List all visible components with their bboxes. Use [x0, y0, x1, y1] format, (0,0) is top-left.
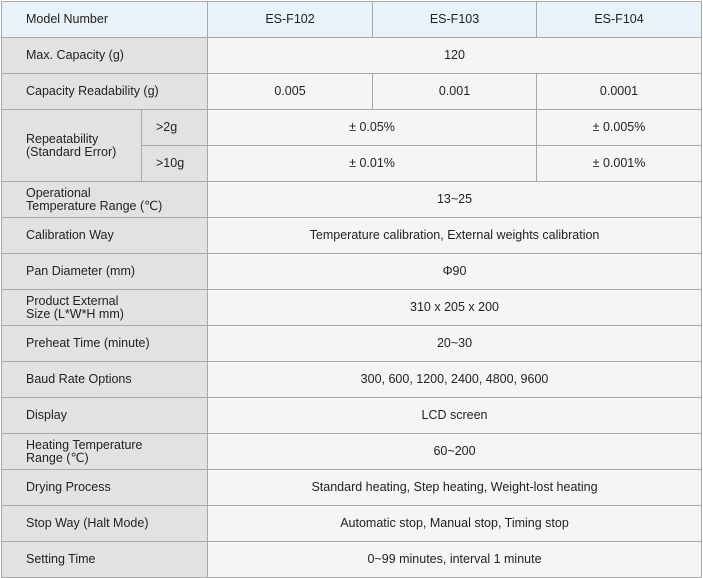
readability-es-f104: 0.0001 — [537, 74, 702, 110]
operational-temperature-label — [2, 182, 208, 218]
repeatability-label — [2, 110, 142, 182]
table-row — [2, 254, 702, 290]
table-row — [2, 398, 702, 434]
model-es-f102: ES-F102 — [208, 2, 373, 38]
operational-temperature-label-line2: Temperature Range (℃) — [26, 198, 163, 213]
model-es-f104: ES-F104 — [537, 2, 702, 38]
table-row — [2, 506, 702, 542]
stop-way-label: Stop Way (Halt Mode) — [2, 506, 208, 542]
calibration-value: Temperature calibration, External weights calibration — [208, 218, 702, 254]
max-capacity-value: 120 — [208, 38, 702, 74]
operational-temperature-value: 13~25 — [208, 182, 702, 218]
table-row — [2, 38, 702, 74]
stop-way-value: Automatic stop, Manual stop, Timing stop — [208, 506, 702, 542]
table-row — [2, 218, 702, 254]
max-capacity-label: Max. Capacity (g) — [2, 38, 208, 74]
setting-time-label: Setting Time — [2, 542, 208, 578]
table-row — [2, 74, 702, 110]
readability-es-f102: 0.005 — [208, 74, 373, 110]
heating-temperature-value: 60~200 — [208, 434, 702, 470]
model-es-f103: ES-F103 — [373, 2, 537, 38]
repeatability-sub-label-10g: >10g — [142, 146, 208, 182]
calibration-label: Calibration Way — [2, 218, 208, 254]
operational-temperature-label-line1: Operational — [26, 185, 91, 200]
table-row — [2, 110, 702, 146]
baud-rate-value: 300, 600, 1200, 2400, 4800, 9600 — [208, 362, 702, 398]
repeatability-10g-value-f104: ± 0.001% — [537, 146, 702, 182]
external-size-label-line1: Product External — [26, 293, 119, 308]
table-row — [2, 542, 702, 578]
table-row — [2, 326, 702, 362]
display-label: Display — [2, 398, 208, 434]
external-size-label-line2: Size (L*W*H mm) — [26, 306, 124, 321]
readability-label: Capacity Readability (g) — [2, 74, 208, 110]
repeatability-2g-value-f102-f103: ± 0.05% — [208, 110, 537, 146]
external-size-value: 310 x 205 x 200 — [208, 290, 702, 326]
table-row — [2, 470, 702, 506]
pan-diameter-label: Pan Diameter (mm) — [2, 254, 208, 290]
baud-rate-label: Baud Rate Options — [2, 362, 208, 398]
repeatability-label-line1: Repeatability — [26, 131, 99, 146]
table-row — [2, 290, 702, 326]
model-number-label: Model Number — [2, 2, 208, 38]
heating-temperature-label-line1: Heating Temperature — [26, 437, 143, 452]
drying-process-value: Standard heating, Step heating, Weight-lost heating — [208, 470, 702, 506]
repeatability-10g-value-f102-f103: ± 0.01% — [208, 146, 537, 182]
repeatability-2g-value-f104: ± 0.005% — [537, 110, 702, 146]
repeatability-sub-label-2g: >2g — [142, 110, 208, 146]
table-row — [2, 362, 702, 398]
drying-process-label: Drying Process — [2, 470, 208, 506]
readability-es-f103: 0.001 — [373, 74, 537, 110]
pan-diameter-value: Φ90 — [208, 254, 702, 290]
preheat-time-label: Preheat Time (minute) — [2, 326, 208, 362]
display-value: LCD screen — [208, 398, 702, 434]
external-size-label — [2, 290, 208, 326]
preheat-time-value: 20~30 — [208, 326, 702, 362]
heating-temperature-label — [2, 434, 208, 470]
heating-temperature-label-line2: Range (℃) — [26, 450, 89, 465]
table-row — [2, 434, 702, 470]
header-row — [2, 2, 702, 38]
specification-table — [1, 1, 702, 578]
setting-time-value: 0~99 minutes, interval 1 minute — [208, 542, 702, 578]
repeatability-label-line2: (Standard Error) — [26, 144, 117, 159]
table-row — [2, 182, 702, 218]
